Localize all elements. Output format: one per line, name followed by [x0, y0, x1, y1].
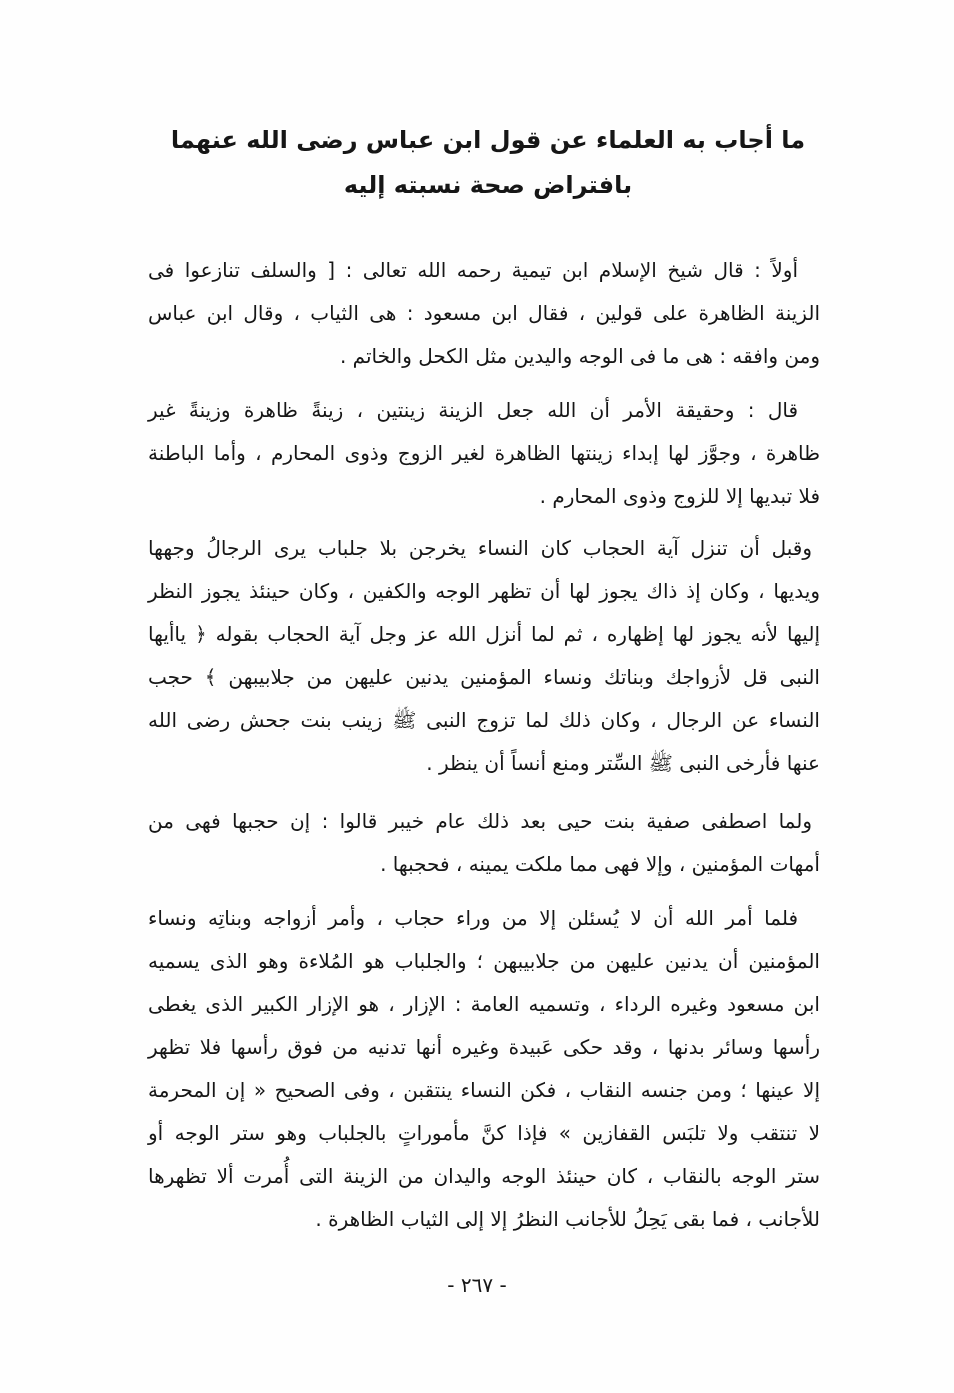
paragraph-1 — [148, 249, 820, 378]
text-line: ظاهرة ، وجوَّز لها إبداء زينتها الظاهرة لغير الزوج وذوى المحارم ، وأما الباطنة — [148, 441, 820, 465]
text-line: قال : وحقيقة الأمر أن الله جعل الزينة زينتين ، زينةً ظاهرة وزينةً غير — [148, 398, 798, 422]
text-line: إليها لأنه يجوز لها إظهاره ، ثم لما أنزل الله عز وجل آية الحجاب بقوله ﴿ ياأيها — [148, 622, 820, 646]
paragraph-5 — [148, 897, 820, 1241]
text-line: أولاً : قال شيخ الإسلام ابن تيمية رحمه الله تعالى : [ والسلف تنازعوا فى — [148, 258, 798, 282]
text-line: ولما اصطفى صفية بنت حيى بعد ذلك عام خيبر قالوا : إن حجبها فهى من — [148, 809, 812, 833]
text-line: إلا عينها ؛ ومن جنسه النقاب ، فكن النساء ينتقبن ، وفى الصحيح « إن المحرمة — [148, 1078, 820, 1102]
title-line-1: ما أجاب به العلماء عن قول ابن عباس رضى الله عنهما — [170, 126, 806, 154]
paragraph-3 — [148, 527, 820, 785]
text-line: النساء عن الرجال ، وكان ذلك لما تزوج النبى ﷺ زينب بنت جحش رضى الله — [148, 708, 820, 732]
text-line: أمهات المؤمنين ، وإلا فهى مما ملكت يمينه ، فحجبها . — [380, 852, 820, 876]
text-line: فلا تبديها إلا للزوج وذوى المحارم . — [539, 484, 820, 508]
text-line: لا تنتقب ولا تلبَس القفازين » فإذا كنَّ مأموراتٍ بالجلباب وهو ستر الوجه أو — [148, 1121, 820, 1145]
text-line: ستر الوجه بالنقاب ، كان حينئذ الوجه واليدان من الزينة التى أُمرت ألا تظهرها — [148, 1164, 820, 1188]
text-line: رأسها وسائر بدنها ، وقد حكى عَبيدة وغيره أنها تدنيه من فوق رأسها فلا تظهر — [148, 1035, 820, 1059]
paragraph-4 — [148, 800, 820, 886]
page-number: - ٢٦٧ - — [447, 1273, 507, 1297]
text-line: النبى قل لأزواجك وبناتك ونساء المؤمنين يدنين عليهن من جلابيبهن ﴾ حجب — [148, 665, 820, 689]
text-line: المؤمنين أن يدنين عليهن من جلابيبهن ؛ والجلباب هو المُلاءة وهو الذى يسميه — [148, 949, 820, 973]
paragraph-2 — [148, 389, 820, 518]
text-line: ابن مسعود وغيره الرداء ، وتسميه العامة : الإزار ، هو الإزار الكبير الذى يغطى — [148, 992, 820, 1016]
text-line: فلما أمر الله أن لا يُسئلن إلا من وراء حجاب ، وأمر أزواجه وبناتِه ونساء — [148, 906, 798, 930]
text-line: الزينة الظاهرة على قولين ، فقال ابن مسعود : هى الثياب ، وقال ابن عباس — [148, 301, 820, 325]
title-line-2: بافتراض صحة نسبته إليه — [343, 171, 633, 199]
text-line: ومن وافقه : هى ما فى الوجه واليدين مثل الكحل والخاتم . — [339, 344, 820, 368]
text-line: عنها فأرخى النبى ﷺ السِّتر ومنع أنساً أن ينظر . — [426, 751, 820, 775]
text-line: للأجانب ، فما بقى يَحِلُ للأجانب النظرُ إلا إلى الثياب الظاهرة . — [315, 1207, 820, 1231]
text-line: وقبل أن تنزل آية الحجاب كان النساء يخرجن بلا جلباب يرى الرجالُ وجهها — [148, 536, 812, 560]
text-line: ويديها ، وكان إذ ذاك يجوز لها أن تظهر الوجه والكفين ، وكان حينئذ يجوز النظر — [148, 579, 820, 603]
